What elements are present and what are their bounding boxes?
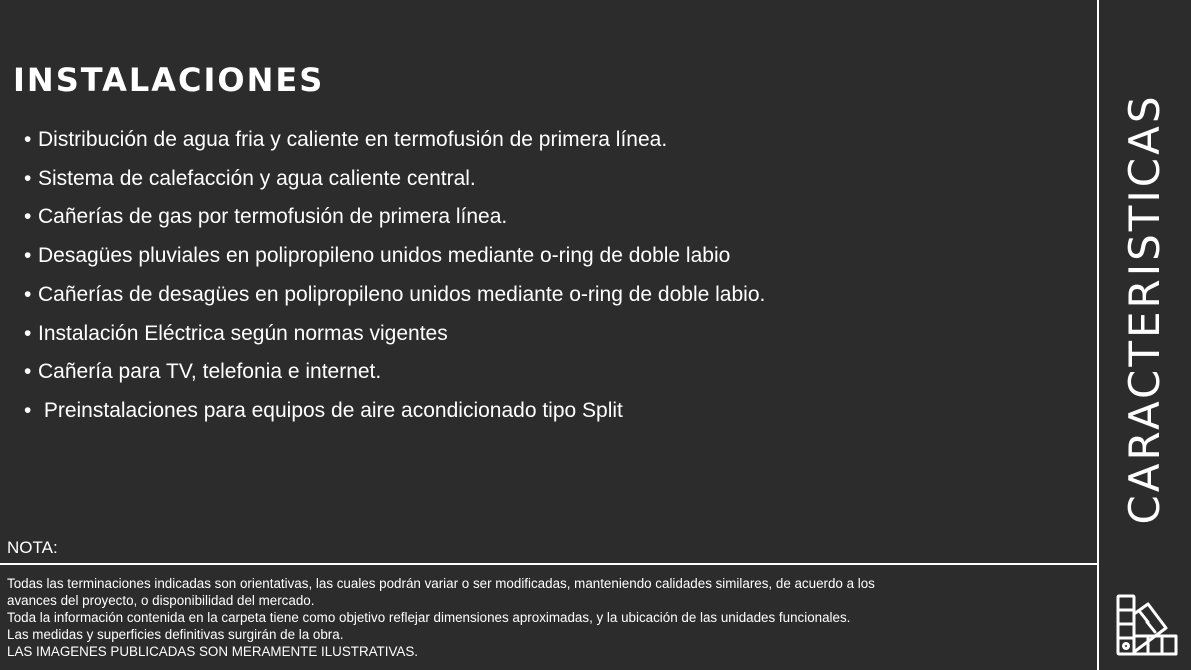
feature-item: [24, 353, 765, 392]
bullet: •: [24, 282, 32, 306]
feature-text: Cañerías de gas por termofusión de primera línea.: [38, 205, 508, 229]
bullet: •: [24, 321, 32, 345]
bullet: •: [24, 360, 32, 384]
note-line: LAS IMAGENES PUBLICADAS SON MERAMENTE ILUSTRATIVAS.: [7, 644, 418, 659]
bullet: •: [24, 205, 32, 229]
feature-item: [24, 160, 765, 199]
note-line: avances del proyecto, o disponibilidad del mercado.: [7, 593, 315, 608]
swatch-palette-icon: [1114, 592, 1180, 658]
horizontal-divider: [0, 563, 1098, 565]
nota-label: NOTA:: [7, 538, 58, 557]
note-line: Toda la información contenida en la carpeta tiene como objetivo reflejar dimensiones aproximadas, y la ubicación de las unidades funcionales.: [7, 610, 851, 625]
feature-list: [24, 121, 765, 431]
disclaimer-notes: [7, 575, 1089, 660]
note-line: Las medidas y superficies definitivas surgirán de la obra.: [7, 627, 344, 642]
feature-text: Cañería para TV, telefonia e internet.: [38, 360, 382, 384]
feature-text: Desagües pluviales en polipropileno unidos mediante o-ring de doble labio: [38, 244, 731, 268]
feature-item: [24, 276, 765, 315]
feature-item: [24, 198, 765, 237]
feature-text: Sistema de calefacción y agua caliente central.: [38, 166, 476, 190]
vertical-divider: [1097, 0, 1099, 670]
feature-text: Distribución de agua fria y caliente en termofusión de primera línea.: [38, 128, 668, 151]
page-title: INSTALACIONES: [13, 61, 325, 99]
note-line: Todas las terminaciones indicadas son orientativas, las cuales podrán variar o ser modificadas, manteniendo calidades similares, de acuerdo a los: [7, 576, 875, 591]
bullet: •: [24, 398, 32, 422]
bullet: •: [24, 244, 32, 268]
feature-text: Cañerías de desagües en polipropileno unidos mediante o-ring de doble labio.: [38, 282, 766, 306]
feature-item: [24, 315, 765, 354]
feature-item: [24, 237, 765, 276]
feature-text: Preinstalaciones para equipos de aire acondicionado tipo Split: [38, 398, 623, 422]
bullet: •: [24, 128, 32, 151]
bullet: •: [24, 166, 32, 190]
feature-item: [24, 392, 765, 431]
feature-item: [24, 121, 765, 160]
feature-text: Instalación Eléctrica según normas vigentes: [38, 321, 448, 345]
side-section-title: CARACTERISTICAS: [1120, 93, 1169, 525]
